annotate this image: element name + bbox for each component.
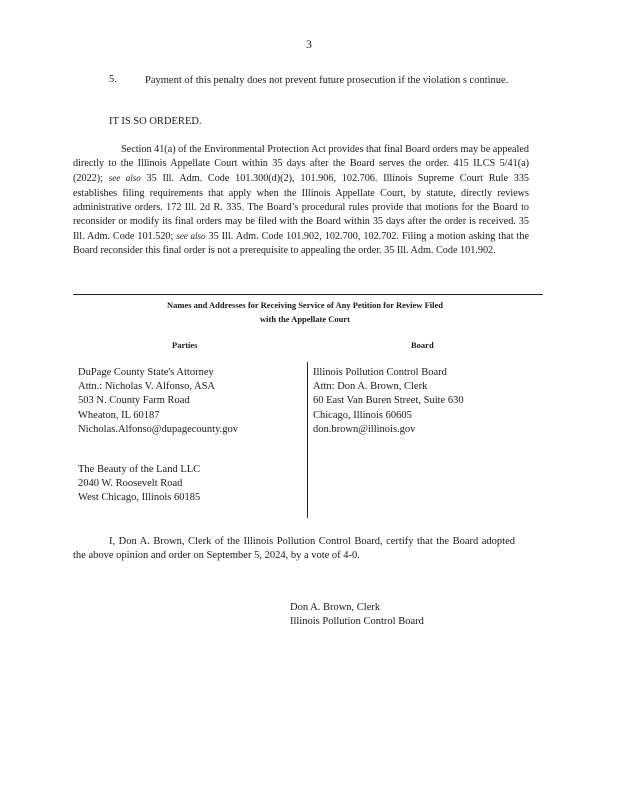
party-line: West Chicago, Illinois 60185 — [78, 492, 201, 504]
party-line: DuPage County State's Attorney — [78, 367, 214, 378]
party-email: Nicholas.Alfonso@dupagecounty.gov — [78, 423, 239, 435]
appeal-text-1: Section 41(a) of the Environmental Protection Act provides that final Board orders may be appealed directly to the Illinois Appellate Court within 35 days after the Board serves the order. 415 ILCS 5/41(a) (2022); — [73, 144, 529, 185]
table-top-rule — [73, 294, 543, 295]
party-line: Wheaton, IL 60187 — [78, 409, 160, 421]
party-beauty-of-the-land — [78, 463, 200, 506]
signature-name: Don A. Brown, Clerk — [290, 602, 381, 613]
item-number: 5. — [109, 74, 117, 85]
board-line: Illinois Pollution Control Board — [313, 367, 447, 378]
board-address — [313, 366, 464, 437]
party-line: Attn.: Nicholas V. Alfonso, ASA — [78, 381, 216, 393]
appeal-text-2: 35 Ill. Adm. Code 101.300(d)(2), 101.906, 102.706. Illinois Supreme Court Rule 335 establishes filing requirements that apply when the Illinois Appellate Court, by statute, directly reviews administrative orders. 172 Ill. 2d R. 335. The Board’s procedural rules provide that motions for the Board to reconsider or modify its final orders may be filed with the Board within 35 days after the order is received. 35 Ill. Adm. Code 101.520; — [73, 173, 530, 243]
column-divider — [307, 362, 308, 518]
appeal-text-3: 35 Ill. Adm. Code 101.902, 102.700, 102.702. Filing a motion asking that the Board reconsider this final order is not a prerequisite to appealing the order. 35 Ill. Adm. Code 101.902. — [73, 231, 529, 257]
appeal-paragraph — [73, 143, 529, 259]
signature-org: Illinois Pollution Control Board — [290, 616, 424, 628]
board-email: don.brown@illinois.gov — [313, 423, 416, 435]
item-text: Payment of this penalty does not prevent future prosecution if the violation s continue. — [145, 75, 509, 86]
page-number: 3 — [306, 37, 312, 51]
signature-block — [290, 601, 424, 629]
parties-header: Parties — [172, 340, 198, 350]
party-dupage — [78, 366, 238, 437]
board-line: Attn: Don A. Brown, Clerk — [313, 381, 428, 393]
board-line: Chicago, Illinois 60605 — [313, 409, 412, 421]
party-line: 2040 W. Roosevelt Road — [78, 478, 183, 490]
certification: I, Don A. Brown, Clerk of the Illinois Pollution Control Board, certify that the Board adopted the above opinion and order on September 5, 2024, by a vote of 4-0. — [73, 536, 515, 561]
party-line: The Beauty of the Land LLC — [78, 464, 201, 475]
so-ordered: IT IS SO ORDERED. — [109, 116, 202, 127]
service-table-heading: Names and Addresses for Receiving Service of Any Petition for Review Filed with the Appellate Court — [167, 300, 443, 324]
see-also-2: see also — [176, 231, 206, 242]
party-line: 503 N. County Farm Road — [78, 395, 190, 407]
board-header: Board — [411, 340, 434, 350]
board-line: 60 East Van Buren Street, Suite 630 — [313, 395, 464, 407]
see-also-1: see also — [108, 173, 141, 184]
